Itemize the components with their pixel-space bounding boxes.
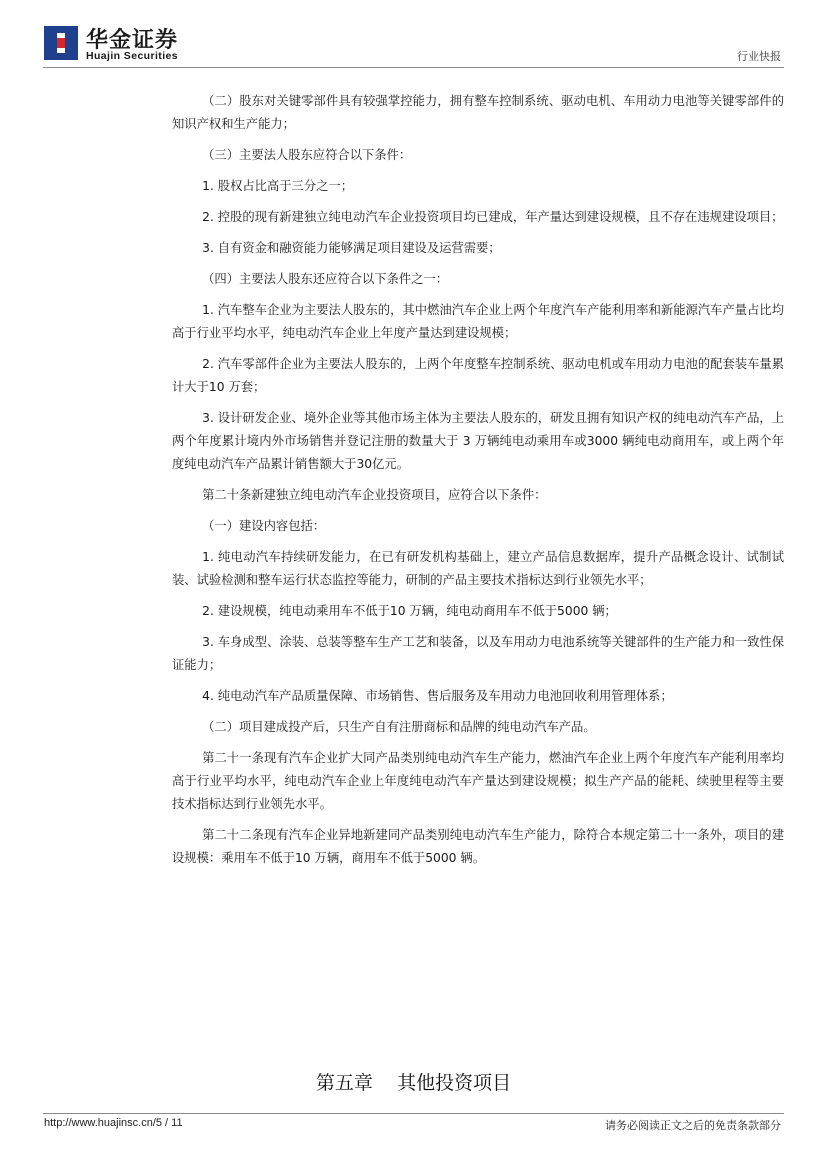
footer-url-page[interactable]: http://www.huajinsc.cn/5 / 11	[44, 1117, 183, 1129]
chapter-heading: 第五章 其他投资项目	[315, 1072, 512, 1094]
paragraph: 3. 自有资金和融资能力能够满足项目建设及运营需要；	[202, 241, 501, 255]
header-divider	[43, 67, 784, 68]
paragraph: 1. 股权占比高于三分之一；	[202, 179, 354, 193]
logo-chinese-name: 华金证券	[86, 28, 179, 53]
paragraph: 4. 纯电动汽车产品质量保障、市场销售、售后服务及车用动力电池回收利用管理体系；	[202, 689, 673, 703]
paragraph: 第二十二条现有汽车企业异地新建同产品类别纯电动汽车生产能力，除符合本规定第二十一条外，项目的建设规模：乘用车不低于10 万辆，商用车不低于5000 辆。	[172, 828, 784, 865]
paragraph: 第二十一条现有汽车企业扩大同产品类别纯电动汽车生产能力，燃油汽车企业上两个年度汽车产能利用率均高于行业平均水平，纯电动汽车企业上年度纯电动汽车产量达到建设规模；拟生产产品的能耗、续驶里程等主要技术指标达到行业领先水平。	[172, 751, 784, 811]
paragraph: （一）建设内容包括：	[202, 519, 326, 533]
document-body	[172, 90, 784, 878]
paragraph: （二）股东对关键零部件具有较强掌控能力，拥有整车控制系统、驱动电机、车用动力电池等关键零部件的知识产权和生产能力；	[172, 94, 784, 131]
company-logo	[44, 26, 224, 66]
footer-divider	[43, 1113, 784, 1114]
report-type-label: 行业快报	[737, 50, 781, 63]
paragraph: 第二十条新建独立纯电动汽车企业投资项目，应符合以下条件：	[202, 488, 547, 502]
paragraph: （四）主要法人股东还应符合以下条件之一：	[202, 272, 449, 286]
page-header	[0, 0, 827, 70]
paragraph: 3. 车身成型、涂装、总装等整车生产工艺和装备，以及车用动力电池系统等关键部件的生产能力和一致性保证能力；	[172, 635, 784, 672]
paragraph: 2. 汽车零部件企业为主要法人股东的，上两个年度整车控制系统、驱动电机或车用动力电池的配套装车量累计大于10 万套；	[172, 357, 784, 394]
paragraph: 3. 设计研发企业、境外企业等其他市场主体为主要法人股东的，研发且拥有知识产权的纯电动汽车产品，上两个年度累计境内外市场销售并登记注册的数量大于 3 万辆纯电动乘用车或3000 辆纯电动商用车，或上两个年度纯电动汽车产品累计销售额大于30亿元。	[172, 411, 784, 471]
huajin-logo-icon	[44, 26, 78, 60]
footer-disclaimer: 请务必阅读正文之后的免责条款部分	[605, 1119, 781, 1132]
paragraph: 2. 控股的现有新建独立纯电动汽车企业投资项目均已建成，年产量达到建设规模，且不存在违规建设项目；	[202, 210, 784, 224]
paragraph: 2. 建设规模，纯电动乘用车不低于10 万辆，纯电动商用车不低于5000 辆；	[202, 604, 617, 618]
paragraph: （三）主要法人股东应符合以下条件：	[202, 148, 412, 162]
logo-english-name: Huajin Securities	[86, 50, 178, 62]
paragraph: 1. 纯电动汽车持续研发能力，在已有研发机构基础上，建立产品信息数据库，提升产品概念设计、试制试装、试验检测和整车运行状态监控等能力，研制的产品主要技术指标达到行业领先水平；	[172, 550, 784, 587]
paragraph: （二）项目建成投产后，只生产自有注册商标和品牌的纯电动汽车产品。	[202, 720, 596, 734]
paragraph: 1. 汽车整车企业为主要法人股东的，其中燃油汽车企业上两个年度汽车产能利用率和新能源汽车产量占比均高于行业平均水平，纯电动汽车企业上年度产量达到建设规模；	[172, 303, 784, 340]
